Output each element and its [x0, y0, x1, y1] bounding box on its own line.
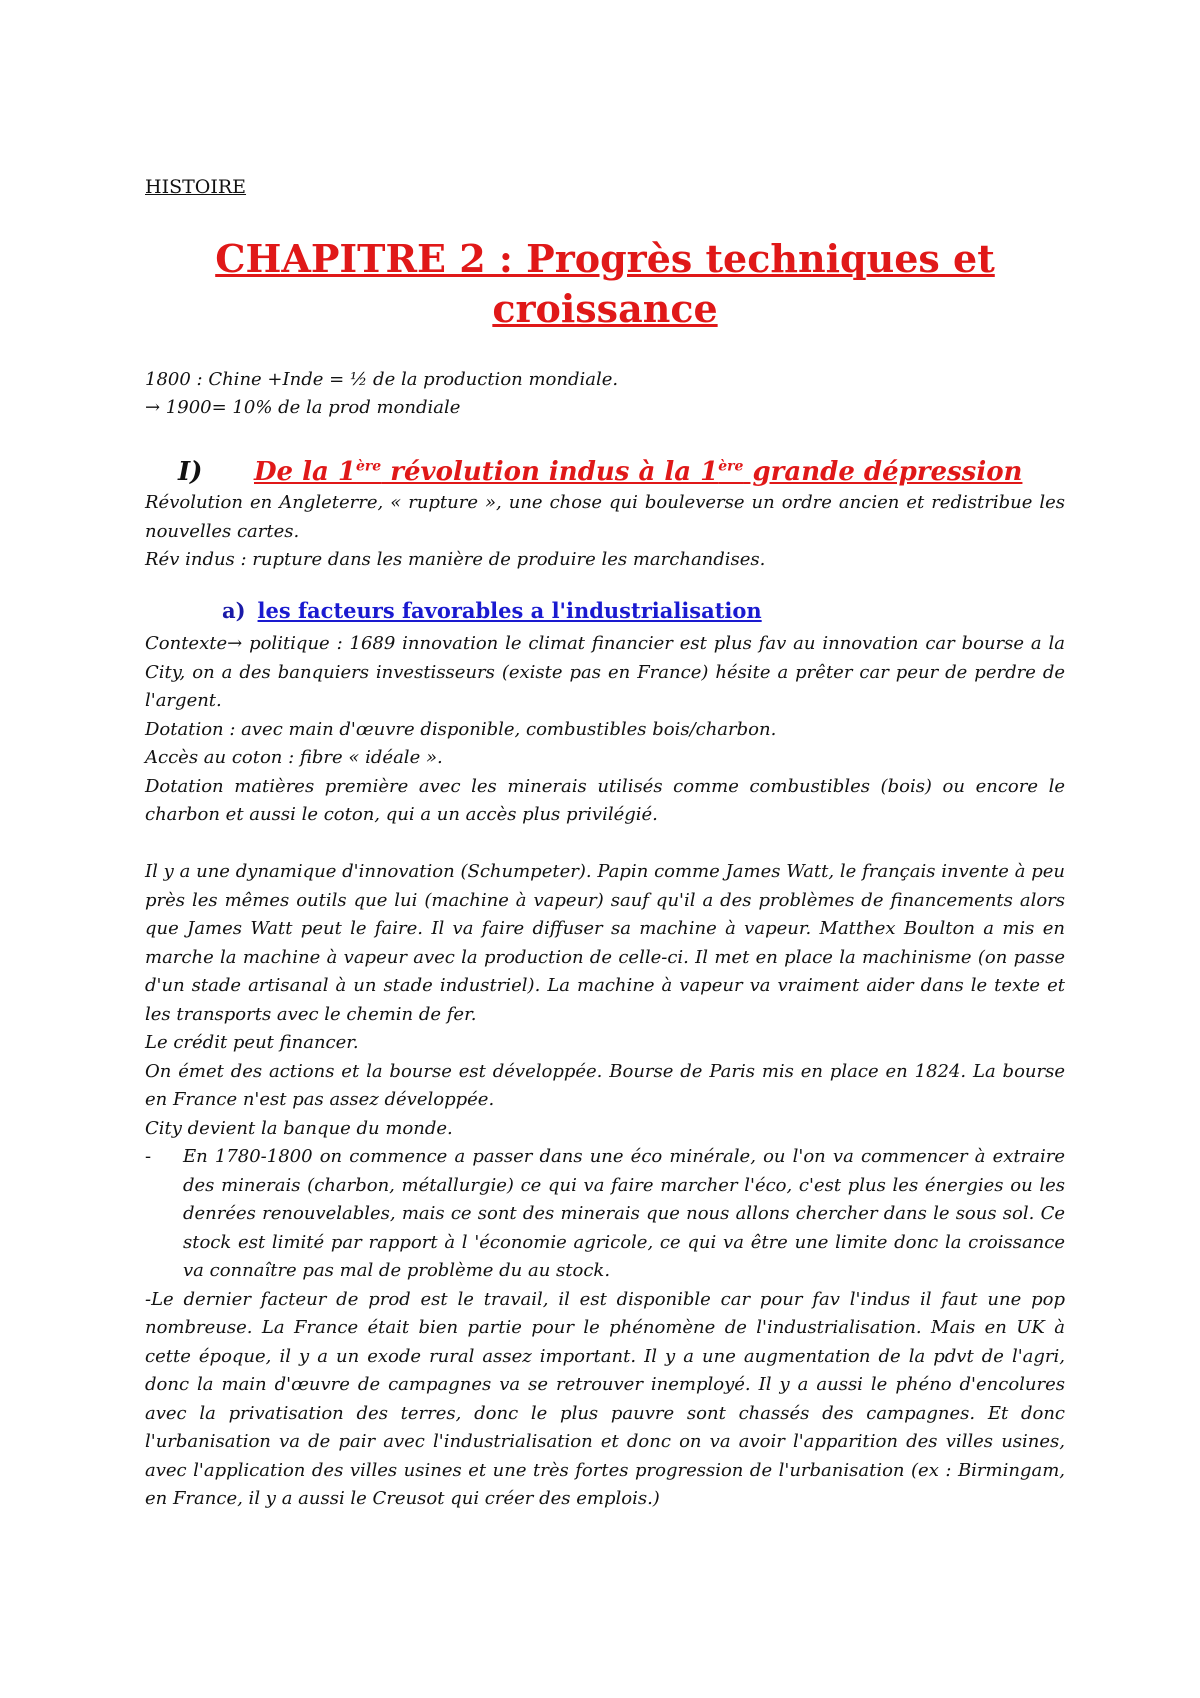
- subject-label: HISTOIRE: [145, 176, 247, 198]
- body-text: [145, 630, 1065, 1514]
- part-intro-block: [145, 489, 1065, 575]
- bullet-item: [145, 1143, 1065, 1286]
- part-heading: [178, 448, 1078, 490]
- intro-line: → 1900= 10% de la prod mondiale: [145, 397, 461, 418]
- bullet-text: En 1780-1800 on commence a passer dans une éco minérale, ou l'on va commencer à extraire des minerais (charbon, métallurgie) ce qui va faire marcher l'éco, c'est plus les énergies ou les denrées renouvelables, mais ce sont des minerais que nous allons chercher dans le sous sol. Ce stock est limité par rapport à l 'économie agricole, ce qui va être une limite donc la croissance va connaître pas mal de problème du au stock.: [183, 1146, 1065, 1281]
- chapter-title: [145, 234, 1065, 334]
- paragraph: On émet des actions et la bourse est développée. Bourse de Paris mis en place en 1824. La bourse en France n'est pas assez développée.: [145, 1060, 1065, 1110]
- paragraph: Dotation : avec main d'œuvre disponible, combustibles bois/charbon.: [145, 718, 777, 740]
- paragraph: Accès au coton : fibre « idéale ».: [145, 747, 443, 768]
- paragraph-gap: [145, 830, 1065, 859]
- bullet-dash: -: [145, 1146, 152, 1167]
- paragraph: -Le dernier facteur de prod est le travail, il est disponible car pour fav l'indus il faut une pop nombreuse. La France était bien partie pour le phénomène de l'industrialisation. Mais en UK à cette époque, il y a un exode rural assez important. Il y a une augmentation de la pdvt de l'agri, donc la main d'œuvre de campagnes va se retrouver inemployé. Il y a aussi le phéno d'encolures avec la privatisation des terres, donc le plus pauvre sont chassés des campagnes. Et donc l'urbanisation va de pair avec l'industrialisation et donc on va avoir l'apparition des villes usines, avec l'application des villes usines et une très fortes progression de l'urbanisation (ex : Birmingam, en France, il y a aussi le Creusot qui créer des emplois.): [145, 1288, 1065, 1509]
- subsection-heading: [222, 596, 1022, 626]
- paragraph: City devient la banque du monde.: [145, 1117, 453, 1139]
- intro-line: 1800 : Chine +Inde = ½ de la production mondiale.: [145, 369, 619, 390]
- part-number: I): [178, 456, 203, 487]
- paragraph: Contexte→ politique : 1689 innovation le climat financier est plus fav au innovation car bourse a la City, on a des banquiers investisseurs (existe pas en France) hésite a prêter car peur de perdre de l'argent.: [145, 633, 1065, 711]
- subsection-title: les facteurs favorables a l'industrialisation: [257, 598, 762, 623]
- part-title: De la 1ère révolution indus à la 1ère grande dépression: [254, 456, 1023, 487]
- intro-block: [145, 366, 1065, 422]
- paragraph: Rév indus : rupture dans les manière de produire les marchandises.: [145, 549, 766, 570]
- chapter-title-line1: CHAPITRE 2 : Progrès techniques et: [215, 236, 995, 281]
- paragraph: Dotation matières première avec les minerais utilisés comme combustibles (bois) ou encore le charbon et aussi le coton, qui a un accès plus privilégié.: [145, 775, 1065, 825]
- paragraph: Révolution en Angleterre, « rupture », une chose qui bouleverse un ordre ancien et redistribue les nouvelles cartes.: [145, 492, 1065, 542]
- subsection-letter: a): [222, 598, 246, 623]
- paragraph: Le crédit peut financer.: [145, 1032, 359, 1053]
- chapter-title-line2: croissance: [492, 286, 718, 331]
- paragraph: Il y a une dynamique d'innovation (Schumpeter). Papin comme James Watt, le français invente à peu près les mêmes outils que lui (machine à vapeur) sauf qu'il a des problèmes de financements alors que James Watt peut le faire. Il va faire diffuser sa machine à vapeur. Matthex Boulton a mis en marche la machine à vapeur avec la production de celle-ci. Il met en place la machinisme (on passe d'un stade artisanal à un stade industriel). La machine à vapeur va vraiment aider dans le texte et les transports avec le chemin de fer.: [145, 861, 1065, 1025]
